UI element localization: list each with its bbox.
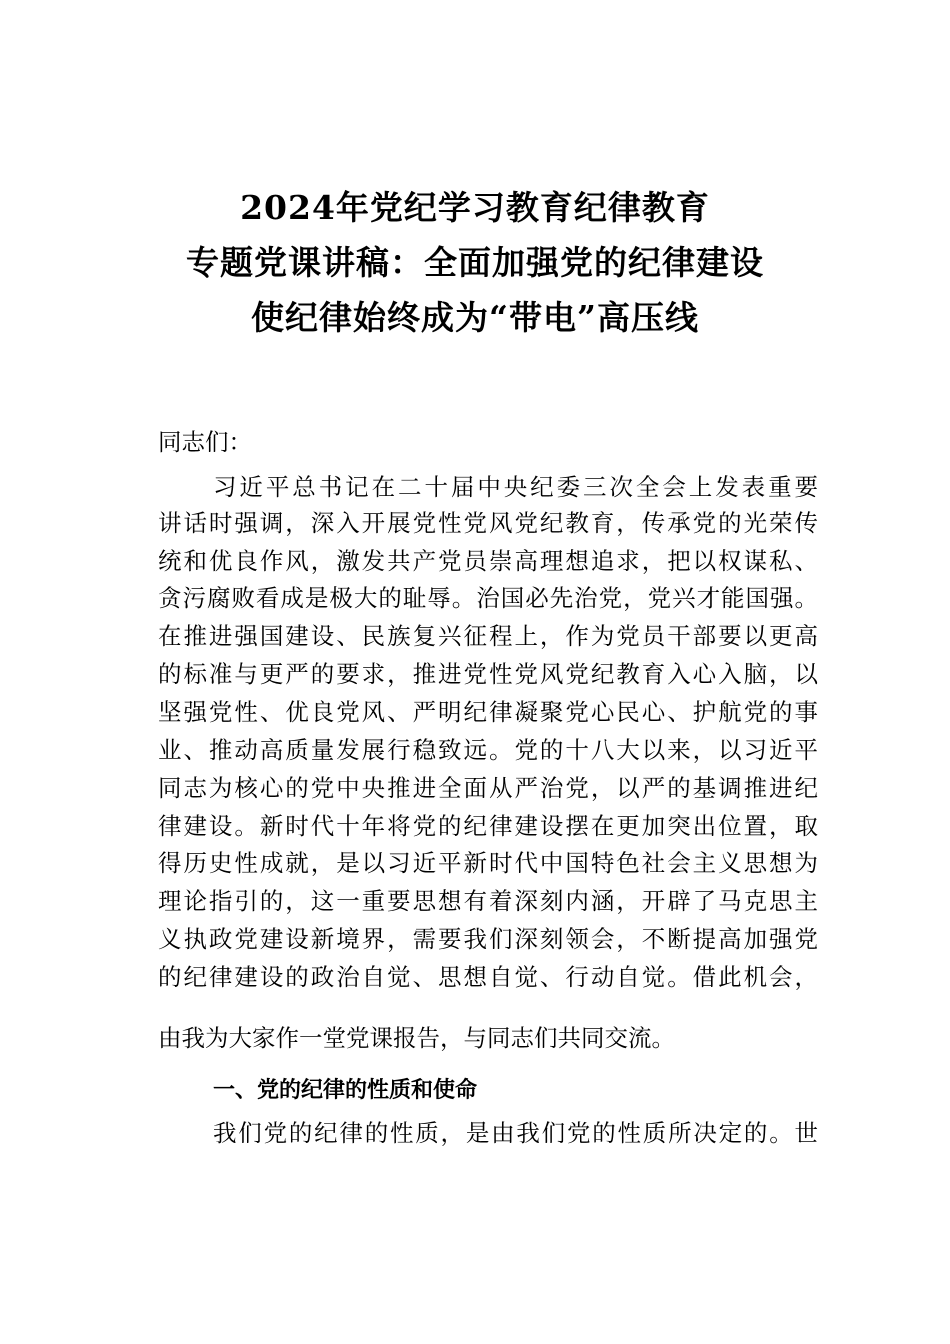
paragraph-line: 业、推动高质量发展行稳致远。党的十八大以来，以习近平 — [158, 736, 818, 764]
paragraph-line: 习近平总书记在二十届中央纪委三次全会上发表重要 — [213, 473, 818, 501]
paragraph-line: 的标准与更严的要求，推进党性党风党纪教育入心入脑，以 — [158, 660, 818, 688]
salutation: 同志们： — [158, 428, 252, 456]
paragraph-line: 统和优良作风，激发共产党员崇高理想追求，把以权谋私、 — [158, 547, 818, 575]
paragraph-line: 义执政党建设新境界，需要我们深刻领会，不断提高加强党 — [158, 925, 818, 953]
paragraph-line: 律建设。新时代十年将党的纪律建设摆在更加突出位置，取 — [158, 812, 818, 840]
paragraph-line: 得历史性成就，是以习近平新时代中国特色社会主义思想为 — [158, 849, 818, 877]
document-title-line-2: 专题党课讲稿：全面加强党的纪律建设 — [186, 243, 764, 282]
paragraph-line: 理论指引的，这一重要思想有着深刻内涵，开辟了马克思主 — [158, 887, 818, 915]
paragraph-line: 由我为大家作一堂党课报告，与同志们共同交流。 — [158, 1024, 675, 1052]
paragraph-line: 我们党的纪律的性质，是由我们党的性质所决定的。世 — [213, 1119, 818, 1147]
paragraph-line: 坚强党性、优良党风、严明纪律凝聚党心民心、护航党的事 — [158, 698, 818, 726]
document-title-line-1: 2024年党纪学习教育纪律教育 — [240, 188, 710, 227]
paragraph-line: 讲话时强调，深入开展党性党风党纪教育，传承党的光荣传 — [158, 509, 818, 537]
section-heading: 一、党的纪律的性质和使命 — [213, 1078, 478, 1103]
paragraph-line: 的纪律建设的政治自觉、思想自觉、行动自觉。借此机会， — [158, 963, 818, 991]
paragraph-line: 在推进强国建设、民族复兴征程上，作为党员干部要以更高 — [158, 622, 818, 650]
paragraph-line: 贪污腐败看成是极大的耻辱。治国必先治党，党兴才能国强。 — [158, 584, 818, 612]
document-title-line-3: 使纪律始终成为“带电”高压线 — [251, 298, 699, 337]
paragraph-line: 同志为核心的党中央推进全面从严治党，以严的基调推进纪 — [158, 774, 818, 802]
